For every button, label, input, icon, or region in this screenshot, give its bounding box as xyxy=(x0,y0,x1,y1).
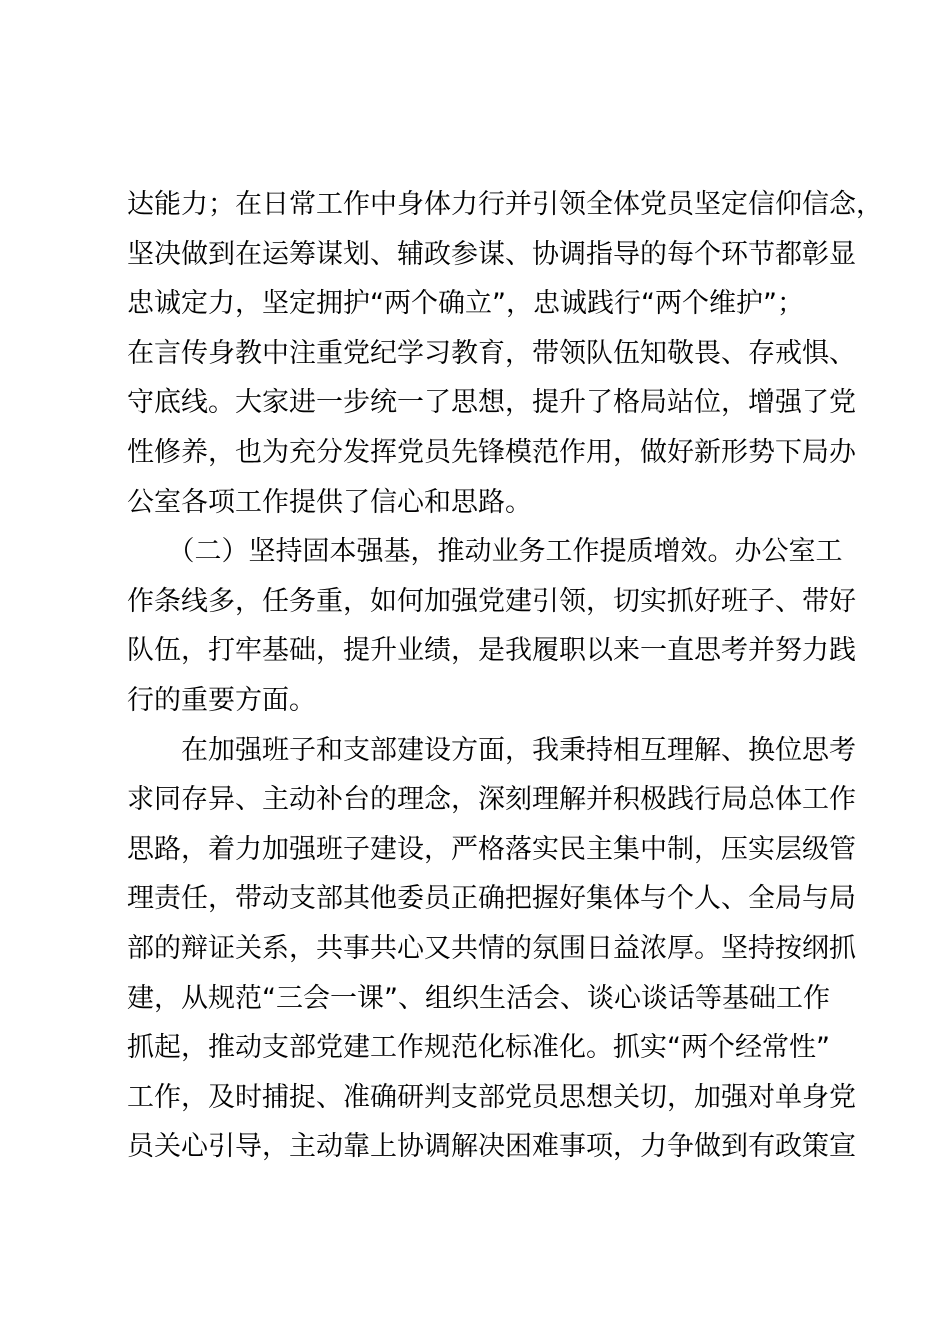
text-line: 忠诚定力，坚定拥护“两个确立”，忠诚践行“两个维护”； xyxy=(127,288,804,320)
text-line: 行的重要方面。 xyxy=(127,684,316,716)
text-line: 公室各项工作提供了信心和思路。 xyxy=(127,486,532,518)
text-line: 作条线多，任务重，如何加强党建引领，切实抓好班子、带好 xyxy=(127,585,856,617)
text-line: 性修养，也为充分发挥党员先锋模范作用，做好新形势下局办 xyxy=(127,436,856,468)
text-line: 员关心引导，主动靠上协调解决困难事项，力争做到有政策宣 xyxy=(127,1131,856,1163)
text-line: 在言传身教中注重党纪学习教育，带领队伍知敬畏、存戒惧、 xyxy=(127,337,856,369)
text-line: 抓起，推动支部党建工作规范化标准化。抓实“两个经常性” xyxy=(127,1032,830,1064)
text-line: 队伍，打牢基础，提升业绩，是我履职以来一直思考并努力践 xyxy=(127,635,856,667)
text-line: 在加强班子和支部建设方面，我秉持相互理解、换位思考 xyxy=(127,734,856,766)
text-line: 部的辩证关系，共事共心又共情的氛围日益浓厚。坚持按纲抓 xyxy=(127,932,856,964)
text-line: 守底线。大家进一步统一了思想，提升了格局站位，增强了党 xyxy=(127,387,856,419)
text-line: （二）坚持固本强基，推动业务工作提质增效。办公室工 xyxy=(127,536,843,568)
text-line: 建，从规范“三会一课”、组织生活会、谈心谈话等基础工作 xyxy=(127,982,830,1014)
text-line: 坚决做到在运筹谋划、辅政参谋、协调指导的每个环节都彰显 xyxy=(127,238,856,270)
text-line: 工作，及时捕捉、准确研判支部党员思想关切，加强对单身党 xyxy=(127,1081,856,1113)
text-line: 达能力；在日常工作中身体力行并引领全体党员坚定信仰信念， xyxy=(127,189,883,220)
text-line: 思路，着力加强班子建设，严格落实民主集中制，压实层级管 xyxy=(127,833,856,865)
text-line: 求同存异、主动补台的理念，深刻理解并积极践行局总体工作 xyxy=(127,784,856,816)
text-line: 理责任，带动支部其他委员正确把握好集体与个人、全局与局 xyxy=(127,883,856,915)
body-text xyxy=(127,180,883,1172)
